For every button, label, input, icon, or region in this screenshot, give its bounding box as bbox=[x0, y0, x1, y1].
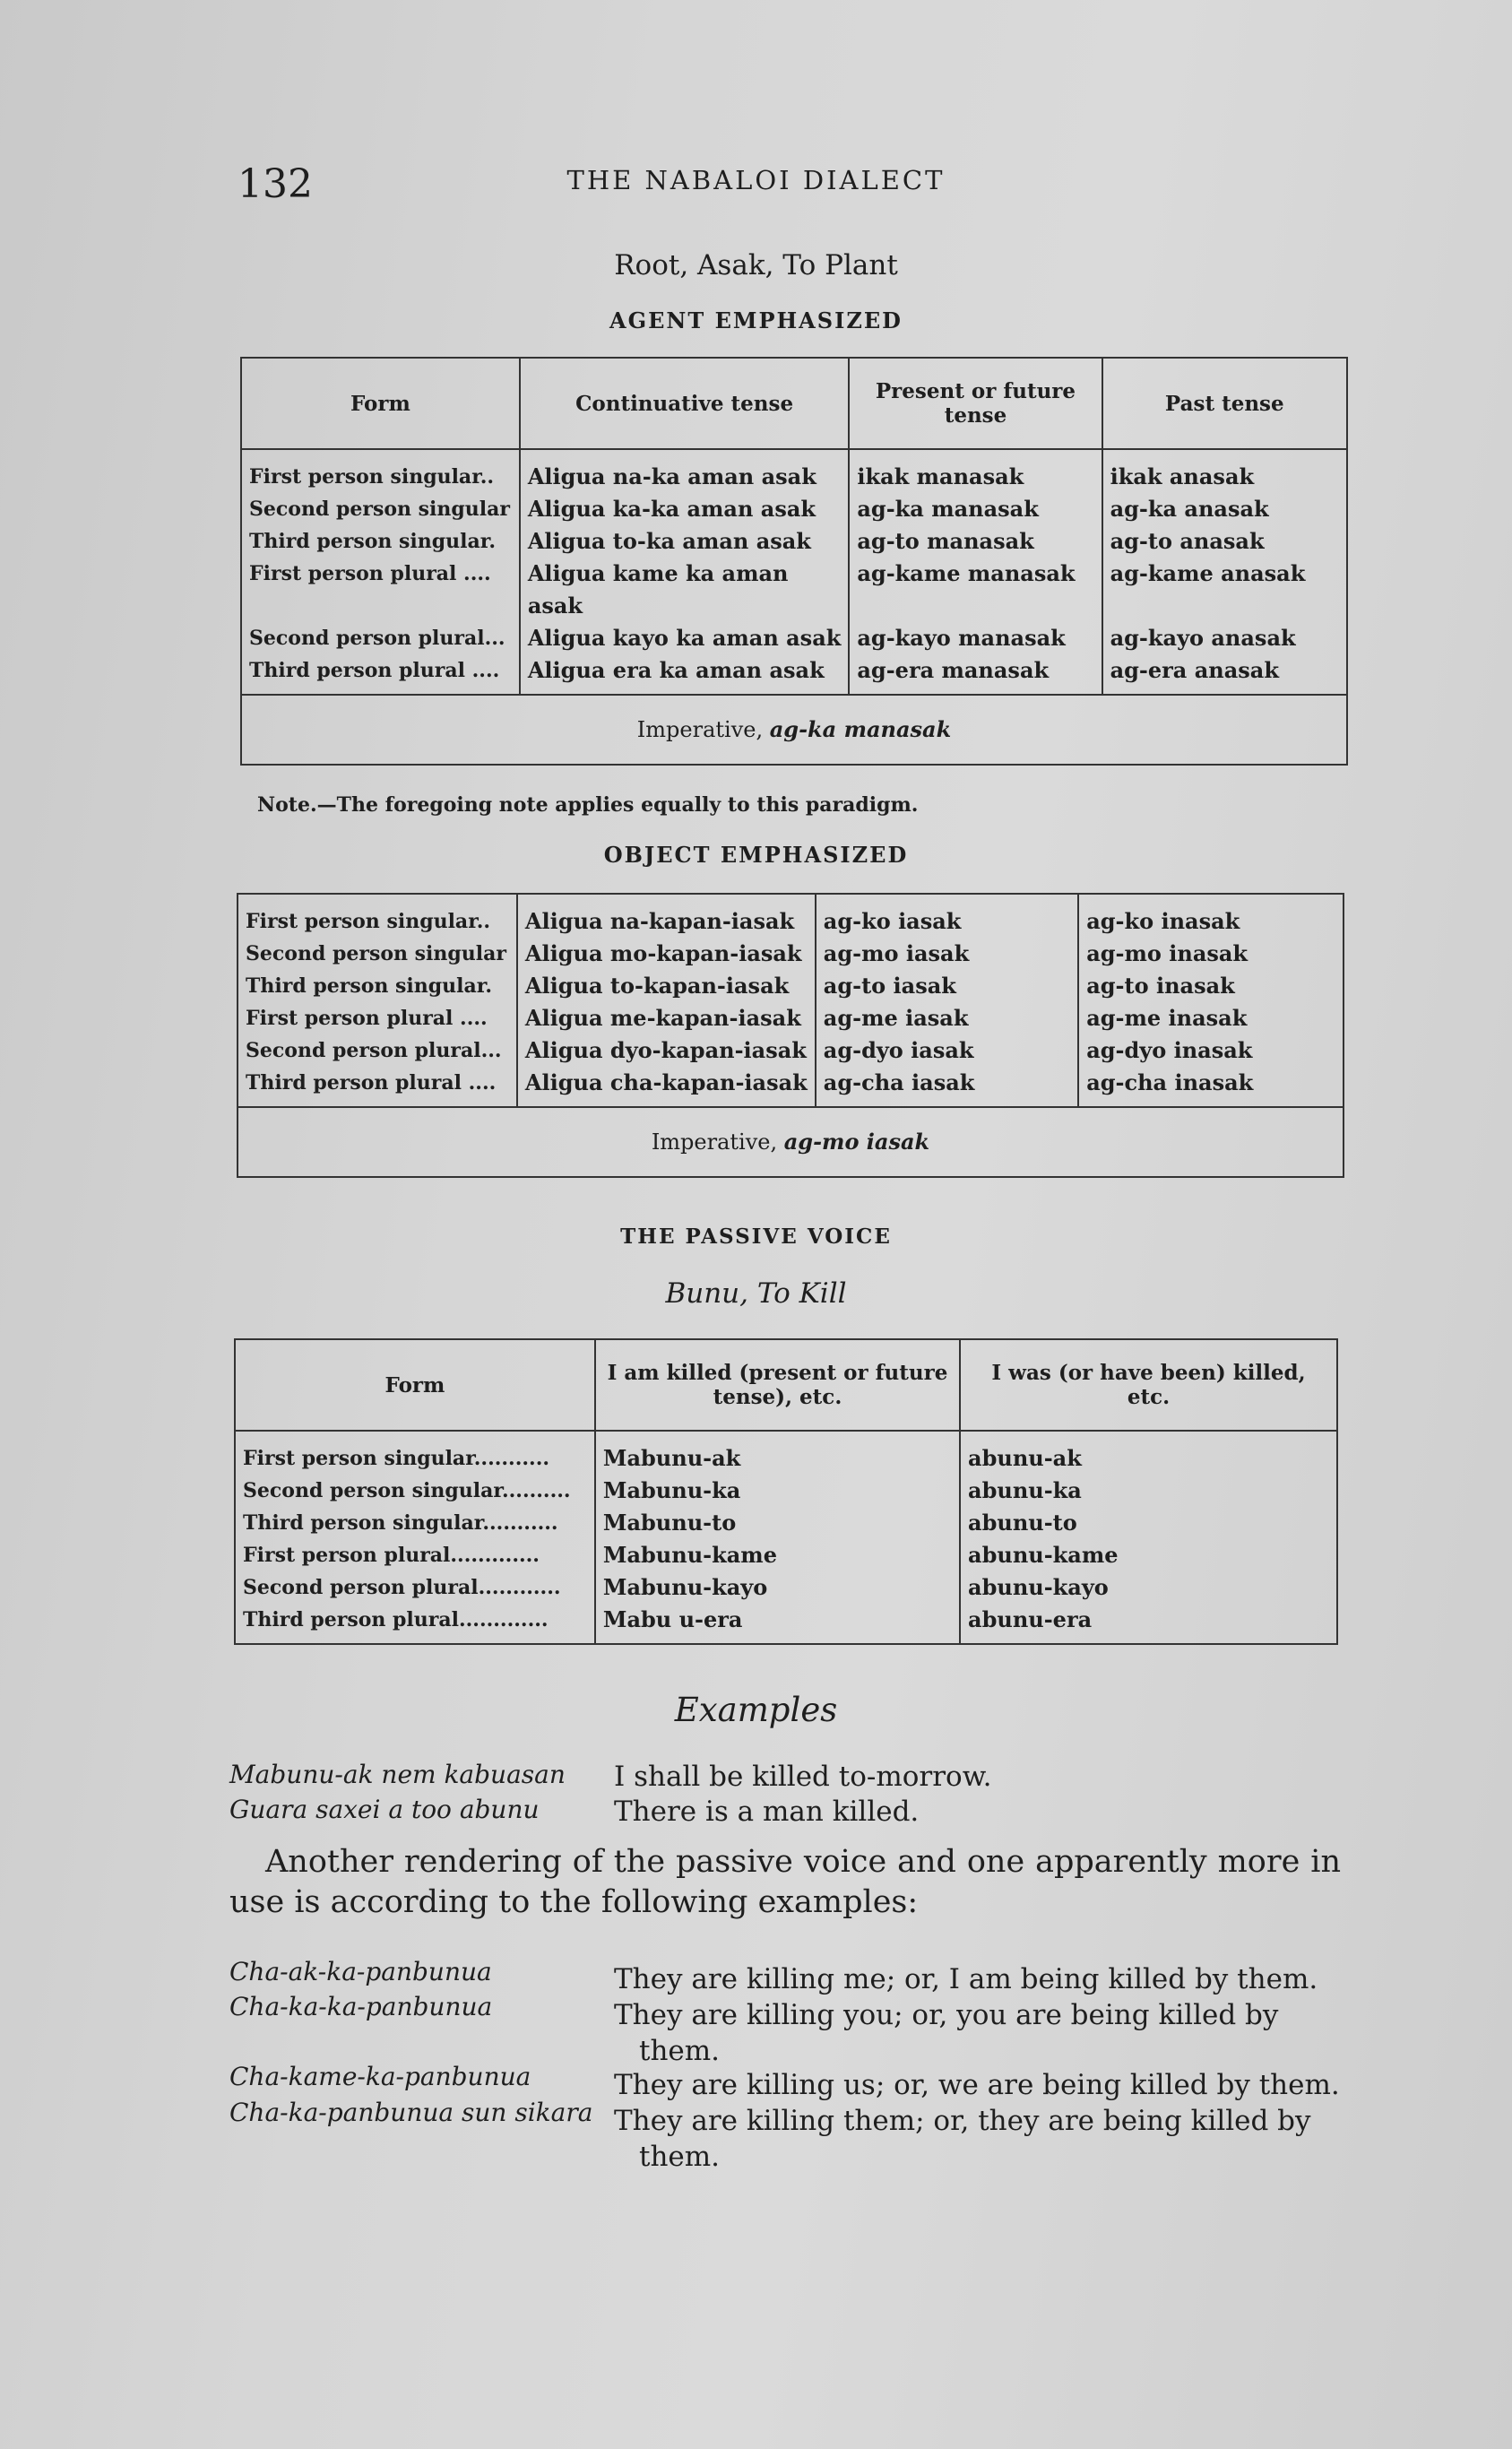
past-column: ag-ko inasak ag-mo inasak ag-to inasak ag-me inasak ag-dyo inasak ag-cha inasak bbox=[1078, 894, 1344, 1107]
example-native: Guara saxei a too abunu bbox=[229, 1795, 540, 1824]
running-head: THE NABALOI DIALECT bbox=[566, 165, 946, 195]
bunu-title: Bunu, To Kill bbox=[665, 1277, 847, 1310]
example-native: Cha-ka-ka-panbunua bbox=[229, 1992, 493, 2021]
examples-heading: Examples bbox=[674, 1691, 838, 1729]
continuative-column: Aligua na-kapan-iasak Aligua mo-kapan-iasak Aligua to-kapan-iasak Aligua me-kapan-iasak Aligua dyo-kapan-iasak Aligua cha-kapan-iasak bbox=[517, 894, 816, 1107]
example-english: They are killing us; or, we are being killed by them. bbox=[614, 2069, 1340, 2101]
example-english: They are killing me; or, I am being killed by them. bbox=[614, 1963, 1318, 1995]
col-header-continuative: Continuative tense bbox=[520, 358, 850, 449]
object-emphasized-table bbox=[237, 893, 1344, 1178]
example-native: Cha-ka-panbunua sun sikara bbox=[229, 2098, 593, 2127]
example-english: I shall be killed to-morrow. bbox=[614, 1761, 992, 1793]
note: Note.—The foregoing note applies equally to this paradigm. bbox=[257, 793, 919, 817]
col-header-past: I was (or have been) killed, etc. bbox=[960, 1339, 1337, 1431]
imperative-row: Imperative, ag-mo iasak bbox=[238, 1107, 1344, 1177]
col-header-present: I am killed (present or future tense), etc. bbox=[595, 1339, 960, 1431]
example-english: They are killing you; or, you are being killed by them. bbox=[614, 1999, 1279, 2067]
past-column: ikak anasak ag-ka anasak ag-to anasak ag-kame anasak ag-kayo anasak ag-era anasak bbox=[1102, 449, 1347, 695]
form-column: First person singular.. Second person singular Third person singular. First person plural .... Second person plural... Third person plural .... bbox=[246, 910, 506, 1095]
page-number: 132 bbox=[238, 161, 313, 207]
section-passive-voice: THE PASSIVE VOICE bbox=[620, 1224, 892, 1249]
col-header-past: Past tense bbox=[1102, 358, 1347, 449]
col-header-form: Form bbox=[235, 1339, 595, 1431]
body-paragraph: Another rendering of the passive voice and one apparently more in use is according to the following examples: bbox=[229, 1844, 1341, 1920]
example-native: Cha-ak-ka-panbunua bbox=[229, 1957, 492, 1986]
form-column: First person singular.. Second person singular Third person singular. First person plural .... Second person plural... Third person plural .... bbox=[249, 465, 510, 682]
present-column: ikak manasak ag-ka manasak ag-to manasak ag-kame manasak ag-kayo manasak ag-era manasak bbox=[849, 449, 1102, 695]
example-native: Mabunu-ak nem kabuasan bbox=[229, 1760, 566, 1789]
root-title: Root, Asak, To Plant bbox=[614, 249, 898, 281]
imperative-row: Imperative, ag-ka manasak bbox=[241, 695, 1347, 765]
past-column: abunu-ak abunu-ka abunu-to abunu-kame abunu-kayo abunu-era bbox=[960, 1431, 1337, 1644]
form-column: First person singular........... Second person singular.......... Third person singular........... First person plural............. Second person plural............ Third person plural............. bbox=[243, 1447, 571, 1631]
example-english: There is a man killed. bbox=[614, 1796, 920, 1828]
col-header-form: Form bbox=[241, 358, 520, 449]
example-native: Cha-kame-ka-panbunua bbox=[229, 2062, 531, 2091]
section-object-emphasized: OBJECT EMPHASIZED bbox=[603, 842, 909, 868]
agent-emphasized-table bbox=[240, 357, 1348, 766]
passive-voice-table bbox=[234, 1338, 1338, 1645]
present-column: Mabunu-ak Mabunu-ka Mabunu-to Mabunu-kame Mabunu-kayo Mabu u-era bbox=[595, 1431, 960, 1644]
col-header-present: Present or future tense bbox=[849, 358, 1102, 449]
example-english: They are killing them; or, they are being killed by them. bbox=[614, 2105, 1311, 2173]
present-column: ag-ko iasak ag-mo iasak ag-to iasak ag-me iasak ag-dyo iasak ag-cha iasak bbox=[816, 894, 1078, 1107]
section-agent-emphasized: AGENT EMPHASIZED bbox=[609, 307, 903, 333]
continuative-column: Aligua na-ka aman asak Aligua ka-ka aman asak Aligua to-ka aman asak Aligua kame ka aman asak Aligua kayo ka aman asak Aligua era ka aman asak bbox=[520, 449, 850, 695]
